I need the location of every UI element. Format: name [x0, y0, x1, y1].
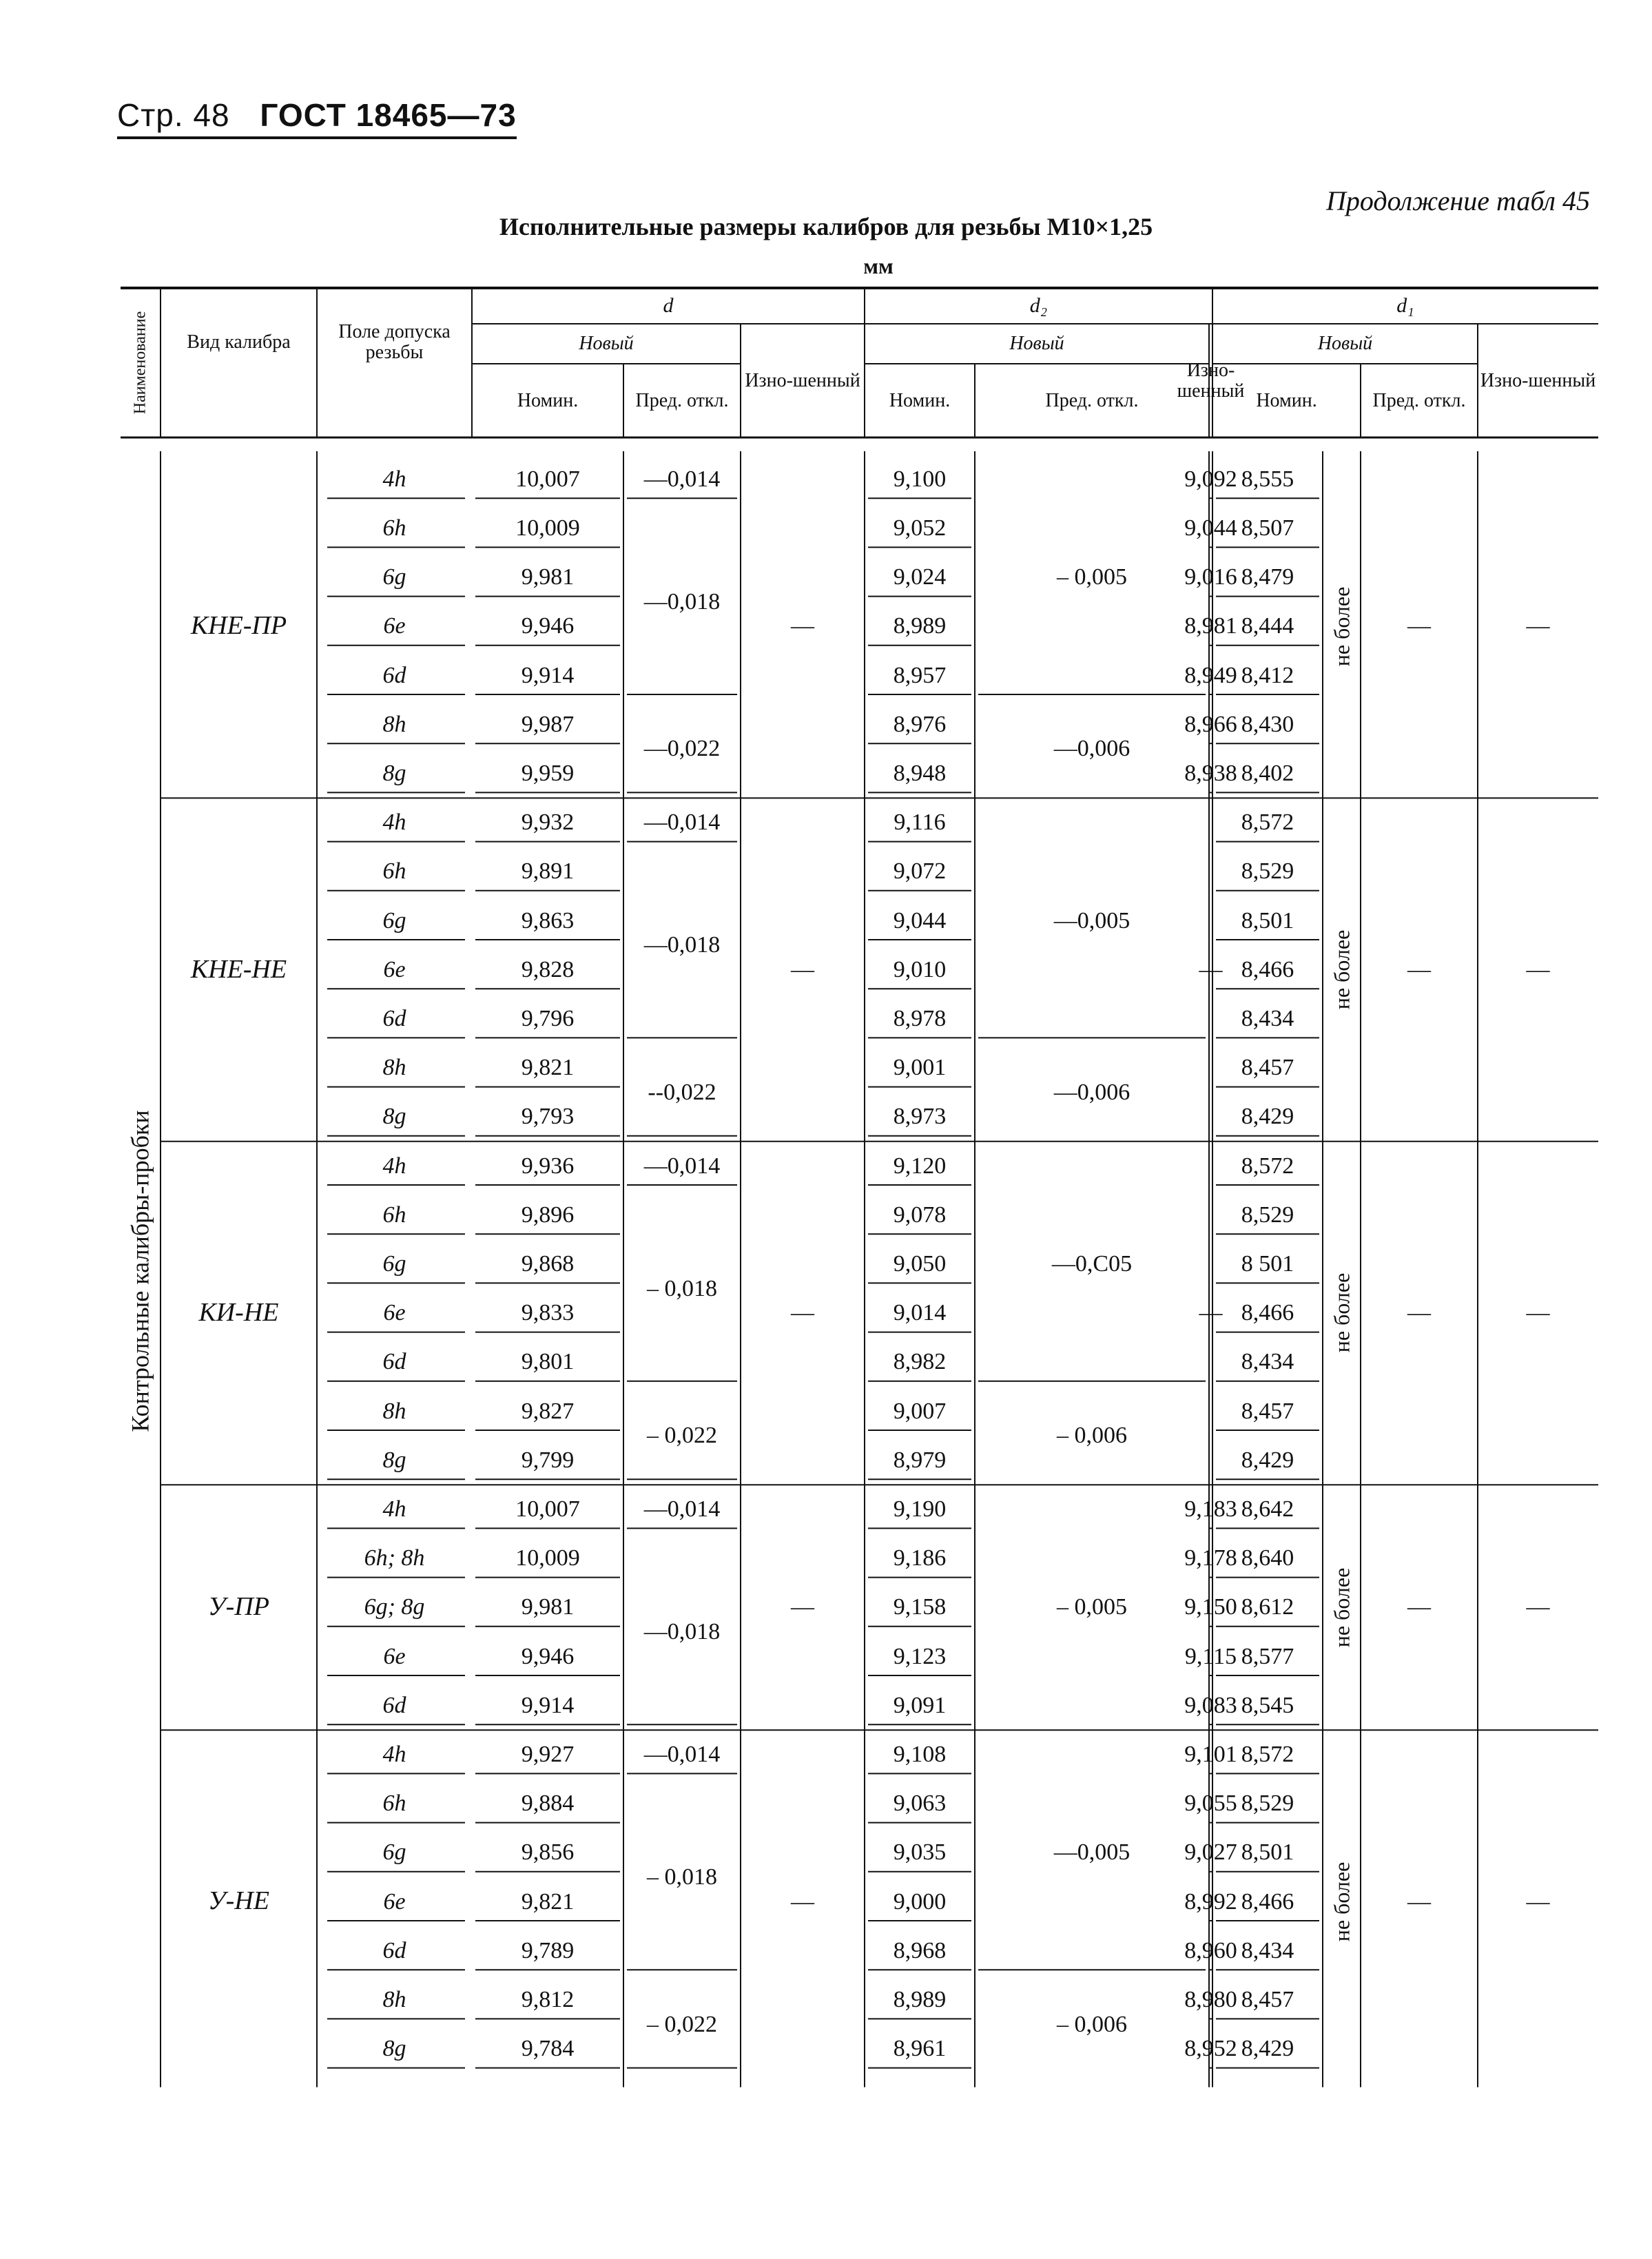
d-deviation-cell: – 0,022 [647, 2011, 717, 2037]
d1-nominal-cell: 8,479 [1241, 564, 1294, 590]
header-nominal-d1: Номин. [1256, 389, 1317, 411]
d-deviation-cell: —0,018 [643, 588, 721, 615]
d1-nominal-cell: 8,457 [1241, 1986, 1294, 2012]
units-label: мм [863, 254, 894, 278]
page-header [117, 96, 517, 139]
d2-worn-cell: 9,016 [1184, 564, 1237, 590]
tolerance-field-cell: 6h [382, 1201, 406, 1228]
d2-nominal-cell: 9,120 [893, 1153, 947, 1179]
d2-worn-cell: 9,150 [1184, 1594, 1237, 1620]
not-more-label-text: не более [1329, 1273, 1354, 1353]
d2-nominal-cell: 9,091 [893, 1692, 947, 1718]
header-worn-d: Изно-шенный [745, 369, 860, 391]
d1-worn-dash: — [1526, 1300, 1550, 1326]
d1-nominal-cell: 8,434 [1241, 1005, 1294, 1031]
d1-nominal-cell: 8,429 [1241, 2036, 1294, 2062]
d1-nominal-cell: 8,529 [1241, 858, 1294, 885]
d1-nominal-cell: 8,429 [1241, 1447, 1294, 1473]
d1-nominal-cell: 8,434 [1241, 1349, 1294, 1375]
d-nominal-cell: 9,789 [521, 1937, 575, 1963]
tolerance-field-cell: 6e [383, 1888, 406, 1915]
gauge-type-label: КНЕ-НЕ [190, 954, 287, 984]
page-label: Стр. 48 [117, 97, 230, 133]
d1-nominal-cell: 8,501 [1241, 1839, 1294, 1866]
tolerance-field-cell: 4h [382, 1741, 406, 1767]
header-tolerance-field: Поле допуска резьбы [338, 321, 451, 363]
not-more-label-text: не более [1329, 1861, 1354, 1942]
d1-nominal-cell: 8,457 [1241, 1398, 1294, 1424]
d-nominal-cell: 10,007 [515, 1496, 580, 1522]
tolerance-field-cell: 8g [382, 1104, 406, 1130]
d2-nominal-cell: 9,052 [893, 515, 947, 541]
tolerance-field-cell: 6e [383, 1300, 406, 1326]
d-worn-dash: — [791, 1300, 814, 1326]
header-new-d: Новый [579, 333, 634, 355]
d1-nominal-cell: 8,555 [1241, 466, 1294, 492]
header-deviation-d1: Пред. откл. [1372, 389, 1466, 411]
d2-nominal-cell: 8,979 [893, 1447, 947, 1473]
d2-nominal-cell: 8,978 [893, 1005, 947, 1031]
d2-nominal-cell: 8,968 [893, 1937, 947, 1963]
d-nominal-cell: 9,891 [521, 858, 575, 885]
d2-worn-cell: 9,083 [1184, 1692, 1237, 1718]
header-gauge-type: Вид калибра [187, 331, 291, 353]
group-name-label [121, 455, 161, 2087]
d1-nominal-cell: 8,429 [1241, 1104, 1294, 1130]
d-worn-dash: — [791, 956, 814, 982]
d2-nominal-cell: 9,024 [893, 564, 947, 590]
d1-worn-dash: — [1526, 956, 1550, 982]
d-nominal-cell: 9,799 [521, 1447, 575, 1473]
header-worn-d2: Изно-шенный [1177, 360, 1245, 402]
d2-worn-cell: 9,183 [1184, 1496, 1237, 1522]
gauge-type-label: У-НЕ [208, 1886, 269, 1916]
d-nominal-cell: 9,833 [521, 1300, 575, 1326]
d-nominal-cell: 9,936 [521, 1153, 575, 1179]
d-nominal-cell: 9,896 [521, 1201, 575, 1228]
header-worn-d1: Изно-шенный [1480, 369, 1596, 391]
d-nominal-cell: 9,868 [521, 1250, 575, 1277]
d-nominal-cell: 9,946 [521, 1643, 575, 1669]
tolerance-field-cell: 6h [382, 515, 406, 541]
tolerance-field-cell: 8g [382, 2036, 406, 2062]
tolerance-field-cell: 6g [382, 1250, 406, 1277]
d-nominal-cell: 9,932 [521, 809, 575, 836]
d-worn-dash: — [791, 613, 814, 639]
d1-worn-dash: — [1526, 613, 1550, 639]
d-nominal-cell: 9,987 [521, 711, 575, 737]
d-deviation-cell: —0,014 [643, 1153, 721, 1179]
d-deviation-cell: – 0,022 [647, 1423, 717, 1449]
d2-nominal-cell: 9,123 [893, 1643, 947, 1669]
not-more-label [1323, 1142, 1361, 1485]
d2-worn-dash: — [1199, 1300, 1223, 1326]
d1-nominal-cell: 8,529 [1241, 1791, 1294, 1817]
tolerance-field-cell: 8h [382, 1398, 406, 1424]
d-nominal-cell: 9,959 [521, 760, 575, 786]
d2-nominal-cell: 9,063 [893, 1791, 947, 1817]
gauge-type-label: КИ-НЕ [198, 1298, 279, 1328]
header-name-text: Наименование [131, 311, 149, 415]
d1-deviation-dash: — [1407, 1594, 1431, 1620]
d1-nominal-cell: 8,577 [1241, 1643, 1294, 1669]
d2-worn-cell: 9,092 [1184, 466, 1237, 492]
header-new-d2: Новый [1009, 333, 1064, 355]
tolerance-field-cell: 6d [382, 1349, 406, 1375]
group-name-label-text: Контрольные калибры-пробки [127, 1110, 155, 1432]
gauge-type-label: У-ПР [208, 1592, 269, 1622]
d-deviation-cell: —0,014 [643, 466, 721, 492]
tolerance-field-cell: 4h [382, 466, 406, 492]
d2-nominal-cell: 9,044 [893, 907, 947, 933]
d-nominal-cell: 9,856 [521, 1839, 575, 1866]
d-deviation-cell: —0,014 [643, 809, 721, 836]
header-d: d [663, 294, 674, 318]
d2-worn-cell: 9,027 [1184, 1839, 1237, 1866]
d2-deviation-cell: —0,006 [1053, 1079, 1130, 1105]
d1-nominal-cell: 8,402 [1241, 760, 1294, 786]
tolerance-field-cell: 6d [382, 1692, 406, 1718]
header-nominal-d2: Номин. [889, 389, 951, 411]
tolerance-field-cell: 6g [382, 1839, 406, 1866]
d1-nominal-cell: 8,640 [1241, 1545, 1294, 1571]
tolerance-field-cell: 6d [382, 1005, 406, 1031]
d2-worn-cell: 8,992 [1184, 1888, 1237, 1915]
d2-deviation-cell: – 0,005 [1057, 1594, 1127, 1620]
d2-nominal-cell: 9,010 [893, 956, 947, 982]
d1-deviation-dash: — [1407, 956, 1431, 982]
not-more-label [1323, 1485, 1361, 1730]
tolerance-field-cell: 6g; 8g [364, 1594, 425, 1620]
d-nominal-cell: 9,821 [521, 1888, 575, 1915]
d-nominal-cell: 9,863 [521, 907, 575, 933]
d2-nominal-cell: 9,050 [893, 1250, 947, 1277]
d1-deviation-dash: — [1407, 613, 1431, 639]
d2-nominal-cell: 8,976 [893, 711, 947, 737]
header-d1: d₁ [1396, 294, 1414, 318]
d2-deviation-cell: – 0,006 [1057, 2011, 1127, 2037]
d2-nominal-cell: 9,158 [893, 1594, 947, 1620]
d-nominal-cell: 9,828 [521, 956, 575, 982]
d1-nominal-cell: 8,466 [1241, 1888, 1294, 1915]
d2-worn-cell: 8,952 [1184, 2036, 1237, 2062]
d1-nominal-cell: 8,642 [1241, 1496, 1294, 1522]
tolerance-field-cell: 6h [382, 1791, 406, 1817]
d2-worn-cell: 9,055 [1184, 1791, 1237, 1817]
d2-nominal-cell: 8,957 [893, 662, 947, 688]
d-nominal-cell: 10,009 [515, 1545, 580, 1571]
d-deviation-cell: —0,018 [643, 1618, 721, 1644]
d-deviation-cell: —0,014 [643, 1741, 721, 1767]
d2-nominal-cell: 8,989 [893, 613, 947, 639]
tolerance-field-cell: 8h [382, 1986, 406, 2012]
d-deviation-cell: —0,018 [643, 932, 721, 958]
d-deviation-cell: --0,022 [648, 1079, 716, 1105]
not-more-label-text: не более [1329, 1567, 1354, 1647]
d2-nominal-cell: 9,100 [893, 466, 947, 492]
d1-nominal-cell: 8 501 [1241, 1250, 1294, 1277]
not-more-label-text: не более [1329, 929, 1354, 1010]
d2-nominal-cell: 8,989 [893, 1986, 947, 2012]
tolerance-field-cell: 6d [382, 1937, 406, 1963]
d1-nominal-cell: 8,572 [1241, 1153, 1294, 1179]
d-nominal-cell: 9,981 [521, 1594, 575, 1620]
d-deviation-cell: —0,014 [643, 1496, 721, 1522]
d-nominal-cell: 9,914 [521, 662, 575, 688]
tolerance-field-cell: 6e [383, 613, 406, 639]
d1-nominal-cell: 8,529 [1241, 1201, 1294, 1228]
d-nominal-cell: 9,946 [521, 613, 575, 639]
d2-nominal-cell: 9,035 [893, 1839, 947, 1866]
header-deviation-d2: Пред. откл. [1045, 389, 1139, 411]
d1-worn-dash: — [1526, 1594, 1550, 1620]
tolerance-field-cell: 4h [382, 1496, 406, 1522]
d2-nominal-cell: 8,982 [893, 1349, 947, 1375]
d1-nominal-cell: 8,466 [1241, 1300, 1294, 1326]
header-deviation-d: Пред. откл. [635, 389, 729, 411]
tolerance-field-cell: 4h [382, 809, 406, 836]
tolerance-field-cell: 6h [382, 858, 406, 885]
d2-worn-cell: 8,980 [1184, 1986, 1237, 2012]
d-nominal-cell: 9,827 [521, 1398, 575, 1424]
d2-nominal-cell: 8,973 [893, 1104, 947, 1130]
d-nominal-cell: 9,812 [521, 1986, 575, 2012]
d1-nominal-cell: 8,430 [1241, 711, 1294, 737]
tolerance-field-cell: 6e [383, 1643, 406, 1669]
tolerance-field-cell: 6g [382, 564, 406, 590]
header-nominal-d: Номин. [517, 389, 579, 411]
gauge-type-label: КНЕ-ПР [190, 611, 287, 641]
d2-worn-cell: 8,960 [1184, 1937, 1237, 1963]
tolerance-field-cell: 6e [383, 956, 406, 982]
d-nominal-cell: 9,821 [521, 1055, 575, 1081]
d-worn-dash: — [791, 1594, 814, 1620]
d2-nominal-cell: 8,961 [893, 2036, 947, 2062]
not-more-label [1323, 1730, 1361, 2073]
d2-worn-cell: 8,981 [1184, 613, 1237, 639]
d-nominal-cell: 9,796 [521, 1005, 575, 1031]
d-nominal-cell: 9,914 [521, 1692, 575, 1718]
d2-worn-cell: 9,178 [1184, 1545, 1237, 1571]
d-nominal-cell: 9,793 [521, 1104, 575, 1130]
d-deviation-cell: —0,022 [643, 736, 721, 762]
table-continuation: Продолжение табл 45 [1325, 185, 1590, 216]
standard-number: ГОСТ 18465—73 [260, 97, 517, 133]
d2-worn-cell: 9,101 [1184, 1741, 1237, 1767]
header-name [121, 288, 161, 437]
d1-nominal-cell: 8,612 [1241, 1594, 1294, 1620]
d-nominal-cell: 10,007 [515, 466, 580, 492]
d2-nominal-cell: 9,014 [893, 1300, 947, 1326]
tolerance-field-cell: 8g [382, 1447, 406, 1473]
tolerance-field-cell: 8h [382, 711, 406, 737]
d1-nominal-cell: 8,572 [1241, 809, 1294, 836]
d2-nominal-cell: 9,001 [893, 1055, 947, 1081]
d1-nominal-cell: 8,466 [1241, 956, 1294, 982]
d1-nominal-cell: 8,412 [1241, 662, 1294, 688]
d1-nominal-cell: 8,507 [1241, 515, 1294, 541]
d-nominal-cell: 9,981 [521, 564, 575, 590]
d1-nominal-cell: 8,457 [1241, 1055, 1294, 1081]
d1-nominal-cell: 8,434 [1241, 1937, 1294, 1963]
d2-deviation-cell: —0,006 [1053, 736, 1130, 762]
d2-worn-cell: 9,044 [1184, 515, 1237, 541]
d2-worn-cell: 8,966 [1184, 711, 1237, 737]
d1-nominal-cell: 8,572 [1241, 1741, 1294, 1767]
d2-nominal-cell: 9,116 [894, 809, 946, 836]
d2-nominal-cell: 9,000 [893, 1888, 947, 1915]
not-more-label [1323, 455, 1361, 798]
d2-deviation-cell: – 0,005 [1057, 564, 1127, 590]
d-nominal-cell: 9,927 [521, 1741, 575, 1767]
d-nominal-cell: 9,784 [521, 2036, 575, 2062]
tolerance-field-cell: 8h [382, 1055, 406, 1081]
d2-worn-cell: 8,938 [1184, 760, 1237, 786]
d-worn-dash: — [791, 1888, 814, 1915]
d1-deviation-dash: — [1407, 1888, 1431, 1915]
d2-worn-cell: 8,949 [1184, 662, 1237, 688]
d1-nominal-cell: 8,501 [1241, 907, 1294, 933]
d-nominal-cell: 9,884 [521, 1791, 575, 1817]
d1-nominal-cell: 8,545 [1241, 1692, 1294, 1718]
d2-nominal-cell: 9,186 [893, 1545, 947, 1571]
tolerance-field-cell: 6h; 8h [364, 1545, 425, 1571]
d2-nominal-cell: 9,108 [893, 1741, 947, 1767]
d2-deviation-cell: – 0,006 [1057, 1423, 1127, 1449]
not-more-label [1323, 798, 1361, 1141]
tolerance-field-cell: 6d [382, 662, 406, 688]
d-deviation-cell: – 0,018 [647, 1275, 717, 1301]
d1-worn-dash: — [1526, 1888, 1550, 1915]
d2-nominal-cell: 9,190 [893, 1496, 947, 1522]
d2-nominal-cell: 9,078 [893, 1201, 947, 1228]
table-title: Исполнительные размеры калибров для резьбы M10×1,25 [499, 213, 1153, 240]
d-deviation-cell: – 0,018 [647, 1864, 717, 1890]
tolerance-field-cell: 6g [382, 907, 406, 933]
d1-deviation-dash: — [1407, 1300, 1431, 1326]
d2-nominal-cell: 9,007 [893, 1398, 947, 1424]
header-new-d1: Новый [1317, 333, 1373, 355]
tolerance-field-cell: 4h [382, 1153, 406, 1179]
d2-worn-cell: 9,115 [1184, 1643, 1237, 1669]
d2-deviation-cell: —0,005 [1053, 907, 1130, 933]
d-nominal-cell: 9,801 [521, 1349, 575, 1375]
d2-deviation-cell: —0,С05 [1051, 1250, 1133, 1277]
d1-nominal-cell: 8,444 [1241, 613, 1294, 639]
d2-nominal-cell: 8,948 [893, 760, 947, 786]
tolerance-field-cell: 8g [382, 760, 406, 786]
header-d2: d₂ [1029, 294, 1048, 318]
d2-worn-dash: — [1199, 956, 1223, 982]
d2-nominal-cell: 9,072 [893, 858, 947, 885]
d2-deviation-cell: —0,005 [1053, 1839, 1130, 1866]
d-nominal-cell: 10,009 [515, 515, 580, 541]
not-more-label-text: не более [1329, 586, 1354, 666]
